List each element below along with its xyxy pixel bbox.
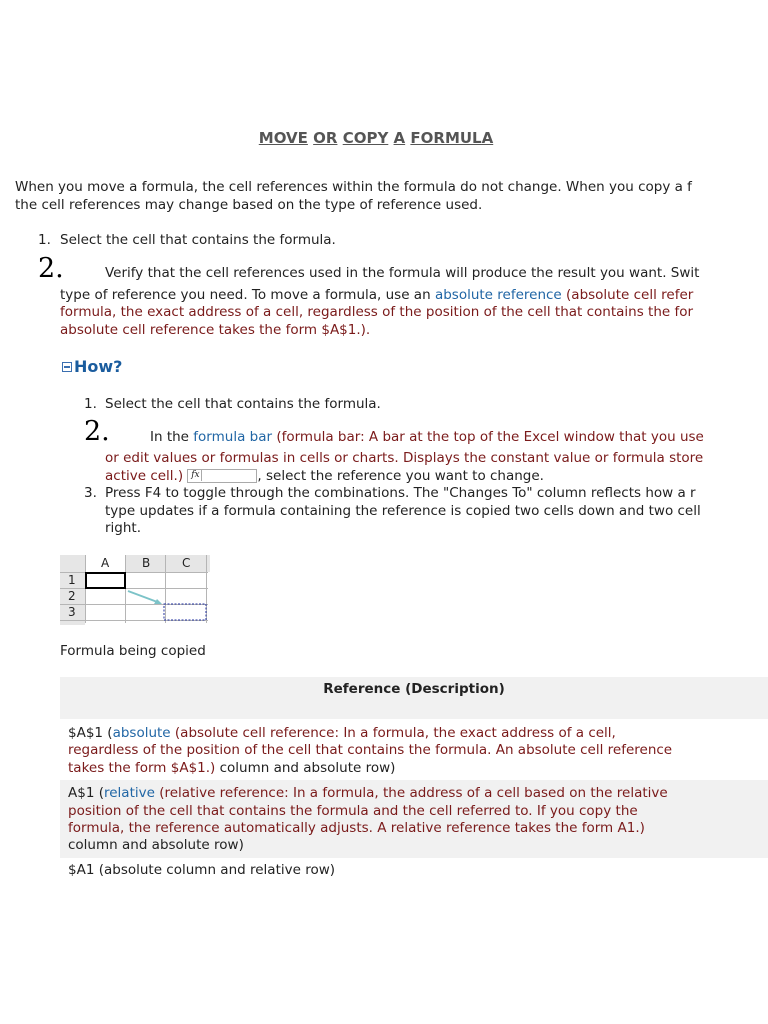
- absolute-link[interactable]: absolute: [112, 725, 171, 741]
- row-2-gloss-1: (relative reference: In a formula, the address of a cell based on the relative: [154, 785, 668, 801]
- step-2-line-2-text: type of reference you need. To move a formula, use an: [60, 287, 435, 303]
- how-step-3-line-3: right.: [105, 520, 142, 536]
- absolute-reference-gloss: (absolute cell refer: [561, 287, 694, 303]
- row-2-ref: A$1 (: [68, 785, 104, 801]
- title-word-copy: COPY: [342, 129, 389, 147]
- step-1-number: 1.: [38, 232, 51, 248]
- row-1-line-1: [68, 724, 616, 742]
- how-step-3-number: 3.: [84, 485, 97, 501]
- formula-bar-link[interactable]: formula bar: [193, 429, 273, 445]
- relative-link[interactable]: relative: [103, 785, 155, 801]
- title-word-or: OR: [313, 129, 338, 147]
- step-1-text: Select the cell that contains the formula.: [60, 232, 336, 248]
- how-step-2-line-1-text: In the: [150, 429, 194, 445]
- page-title: [0, 129, 752, 147]
- col-header-a: A: [101, 556, 110, 570]
- row-1-gloss-3: takes the form $A$1.): [68, 760, 216, 776]
- how-label[interactable]: How?: [74, 357, 123, 376]
- active-cell-gloss: active cell.): [105, 468, 184, 484]
- how-step-2-line-3: [105, 467, 544, 485]
- how-step-2-number: 2.: [84, 416, 110, 447]
- how-step-2-line-2: or edit values or formulas in cells or charts. Displays the constant value or formula store: [105, 450, 704, 466]
- figure-caption: Formula being copied: [60, 643, 206, 659]
- collapse-icon[interactable]: [62, 362, 72, 372]
- step-2-number: 2.: [38, 253, 64, 284]
- row-1-rest: column and absolute row): [215, 760, 396, 776]
- row-1-line-2: regardless of the position of the cell that contains the formula. An absolute cell reference: [68, 742, 673, 758]
- row-header-2: 2: [68, 589, 76, 603]
- row-1-gloss-1: (absolute cell reference: In a formula, the exact address of a cell,: [170, 725, 616, 741]
- row-2-line-3: formula, the reference automatically adjusts. A relative reference takes the form A1.): [68, 820, 645, 836]
- spreadsheet-figure: [60, 555, 210, 625]
- how-toggle[interactable]: [62, 357, 122, 376]
- table-row: [60, 858, 768, 884]
- how-step-3-line-2: type updates if a formula containing the reference is copied two cells down and two cell: [105, 503, 701, 519]
- intro-line-2: the cell references may change based on the type of reference used.: [15, 197, 483, 213]
- title-word-formula: FORMULA: [410, 129, 494, 147]
- col-header-c: C: [182, 556, 191, 570]
- step-2-line-4: [60, 321, 370, 339]
- how-step-3-line-1: Press F4 to toggle through the combinations. The "Changes To" column reflects how a r: [105, 485, 696, 501]
- row-2-line-1: [68, 784, 668, 802]
- table-header-label: Reference (Description): [323, 681, 505, 697]
- col-header-b: B: [142, 556, 151, 570]
- step-2-line-3: formula, the exact address of a cell, regardless of the position of the cell that contains the for: [60, 304, 694, 320]
- table-header: [60, 677, 768, 719]
- step-2-line-2: [60, 286, 693, 304]
- row-3-line-1: $A1 (absolute column and relative row): [68, 862, 336, 878]
- table-row: [60, 780, 768, 858]
- row-1-line-3: [68, 759, 395, 777]
- step-2-line-1: Verify that the cell references used in the formula will produce the result you want. Swit: [105, 265, 700, 281]
- title-word-a: A: [393, 129, 406, 147]
- formula-bar-gloss: (formula bar: A bar at the top of the Excel window that you use: [272, 429, 704, 445]
- row-header-1: 1: [68, 573, 76, 587]
- how-step-2-line-3-text: , select the reference you want to change.: [257, 468, 544, 484]
- row-1-ref: $A$1 (: [68, 725, 113, 741]
- formula-bar-image: [187, 469, 257, 483]
- row-2-line-4: column and absolute row): [68, 837, 244, 853]
- how-step-1-number: 1.: [84, 396, 97, 412]
- how-step-1-text: Select the cell that contains the formula.: [105, 396, 381, 412]
- row-2-line-2: position of the cell that contains the formula and the cell referred to. If you copy the: [68, 803, 638, 819]
- row-header-3: 3: [68, 605, 76, 619]
- fx-icon: fx: [189, 469, 202, 481]
- table-row: [60, 719, 768, 780]
- absolute-reference-link[interactable]: absolute reference: [434, 287, 562, 303]
- title-word-move: MOVE: [258, 129, 308, 147]
- how-step-2-line-1: [150, 428, 704, 446]
- step-2-line-4-gloss: absolute cell reference takes the form $A$1.).: [60, 322, 371, 338]
- intro-line-1: When you move a formula, the cell references within the formula do not change. When you copy a f: [15, 179, 692, 195]
